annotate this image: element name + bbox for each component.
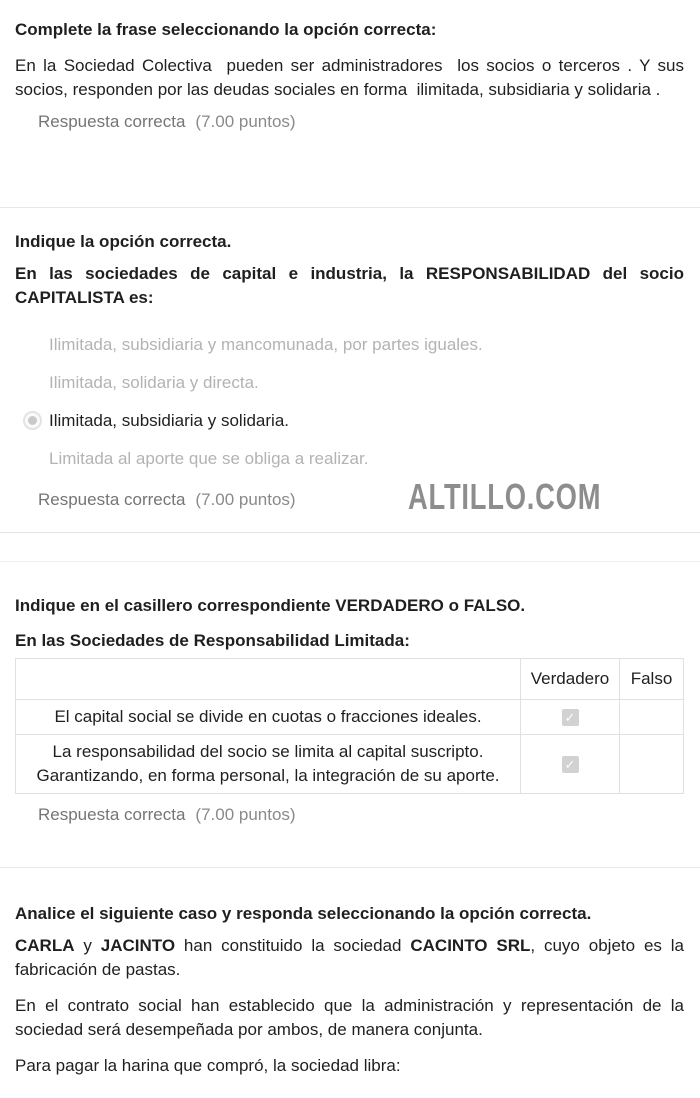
- answer-option-3[interactable]: [15, 409, 684, 433]
- question-4-case-question: Para pagar la harina que compró, la sociedad libra:: [15, 1056, 401, 1075]
- score-points: (7.00 puntos): [195, 490, 296, 509]
- answer-option-label: Ilimitada, solidaria y directa.: [49, 373, 259, 392]
- question-4: [0, 868, 700, 1098]
- answer-option-label: Ilimitada, subsidiaria y mancomunada, por partes iguales.: [49, 335, 483, 354]
- question-1-score: [15, 110, 684, 134]
- checkbox-checked-icon[interactable]: ✓: [562, 756, 579, 773]
- answer-option-1[interactable]: [15, 333, 684, 357]
- question-2-prompt: En las sociedades de capital e industria, la RESPONSABILIDAD del socio CAPITALISTA es:: [15, 264, 684, 307]
- question-4-title: Analice el siguiente caso y responda seleccionando la opción correcta.: [15, 904, 592, 923]
- statement-text: La responsabilidad del socio se limita al capital suscripto. Garantizando, en forma personal, la integración de su aporte.: [16, 735, 521, 794]
- true-false-table: [15, 658, 684, 794]
- question-2: [0, 208, 700, 533]
- score-label: Respuesta correcta: [38, 490, 186, 509]
- table-header-row: [16, 659, 684, 700]
- question-3-score: [15, 803, 684, 827]
- question-1-body: En la Sociedad Colectiva pueden ser administradores los socios o terceros . Y sus socios, responden por las deudas sociales en forma ilimitada, subsidiaria y solidaria .: [15, 56, 684, 99]
- section-gap: [0, 533, 700, 562]
- answer-option-label: Limitada al aporte que se obliga a realizar.: [49, 449, 369, 468]
- score-label: Respuesta correcta: [38, 805, 186, 824]
- answer-option-label: Ilimitada, subsidiaria y solidaria.: [49, 411, 289, 430]
- score-label: Respuesta correcta: [38, 112, 186, 131]
- verdadero-cell[interactable]: [521, 735, 620, 794]
- score-points: (7.00 puntos): [195, 805, 296, 824]
- radio-dot: [28, 416, 37, 425]
- answer-options: [15, 333, 684, 471]
- score-points: (7.00 puntos): [195, 112, 296, 131]
- table-header-statement: [16, 659, 521, 700]
- table-header-falso: Falso: [620, 659, 684, 700]
- altillo-watermark: ALTILLO.COM: [408, 476, 602, 517]
- question-1-title: Complete la frase seleccionando la opción correcta:: [15, 20, 437, 39]
- answer-option-4[interactable]: [15, 447, 684, 471]
- question-2-title: Indique la opción correcta.: [15, 232, 232, 251]
- verdadero-cell[interactable]: [521, 700, 620, 735]
- table-header-verdadero: Verdadero: [521, 659, 620, 700]
- question-3-prompt: En las Sociedades de Responsabilidad Limitada:: [15, 631, 410, 650]
- radio-selected-icon[interactable]: [23, 411, 42, 430]
- question-3: [0, 562, 700, 868]
- table-row-1: [16, 700, 684, 735]
- question-4-case-contract: En el contrato social han establecido que la administración y representación de la sociedad será desempeñada por ambos, de manera conjunta.: [15, 996, 684, 1039]
- falso-cell[interactable]: [620, 735, 684, 794]
- question-3-title: Indique en el casillero correspondiente VERDADERO o FALSO.: [15, 596, 526, 615]
- checkbox-checked-icon[interactable]: ✓: [562, 709, 579, 726]
- statement-text: El capital social se divide en cuotas o fracciones ideales.: [16, 700, 521, 735]
- question-4-case-parties: CARLA y JACINTO han constituido la sociedad CACINTO SRL, cuyo objeto es la fabricación de pastas.: [15, 936, 685, 979]
- answer-option-2[interactable]: [15, 371, 684, 395]
- table-row-2: [16, 735, 684, 794]
- falso-cell[interactable]: [620, 700, 684, 735]
- question-1: [0, 0, 700, 208]
